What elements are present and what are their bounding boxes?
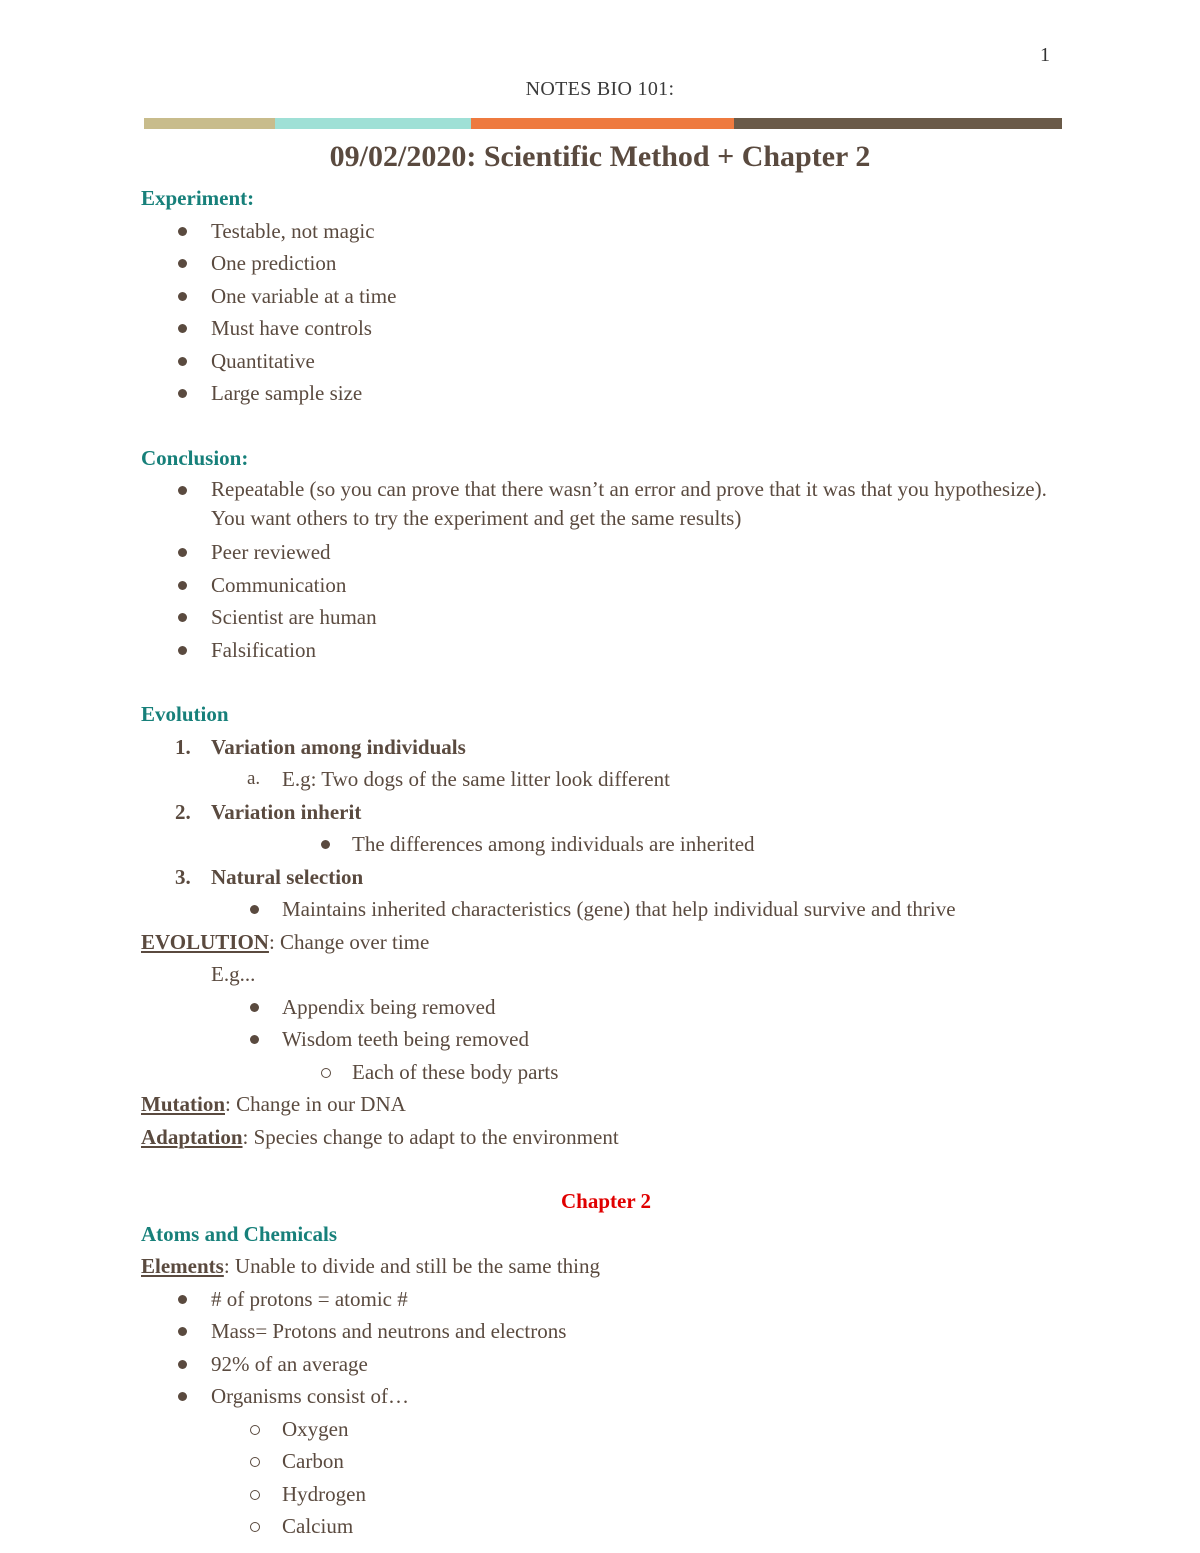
list-item-text: Mass= Protons and neutrons and electrons — [211, 1319, 567, 1343]
hollow-bullet-icon — [250, 1457, 260, 1467]
list-item-text: Testable, not magic — [211, 218, 375, 243]
lettered-sub-item — [141, 763, 1071, 796]
document-title: 09/02/2020: Scientific Method + Chapter 2 — [329, 140, 871, 173]
list-item — [141, 215, 1071, 248]
item-number: 1. — [175, 734, 191, 759]
numbered-item — [141, 796, 1071, 829]
definition-term: Elements — [141, 1254, 224, 1278]
list-item-text: Repeatable (so you can prove that there wasn’t an error and prove that it was that you hypothesize). You want others to try the experiment and get the same results) — [211, 477, 1047, 530]
list-item — [141, 1348, 1071, 1381]
sub-item — [141, 1445, 1071, 1478]
definition-text: : Unable to divide and still be the same thing — [223, 1254, 601, 1278]
bullet-icon — [178, 646, 187, 655]
bullet-icon — [178, 292, 187, 301]
list-item-text: Communication — [211, 572, 347, 597]
header-bar-segment — [275, 118, 471, 129]
item-number: 2. — [175, 799, 191, 824]
list-item-text: One prediction — [211, 251, 337, 275]
sub-item — [141, 1510, 1071, 1543]
header-color-bar — [144, 118, 1062, 129]
list-item — [141, 345, 1071, 378]
bullet-icon — [178, 1295, 187, 1304]
list-item — [141, 991, 1071, 1024]
sub-item — [141, 1413, 1071, 1446]
header-title: NOTES BIO 101: — [525, 78, 675, 100]
definition-term: Adaptation — [141, 1124, 243, 1149]
bullet-icon — [178, 389, 187, 398]
definition-text: : Change over time — [268, 929, 430, 954]
bullet-icon — [321, 840, 330, 849]
page-number: 1 — [1040, 44, 1050, 66]
section-heading-atoms: Atoms and Chemicals — [141, 1221, 338, 1246]
bullet-icon — [178, 259, 187, 268]
hollow-bullet-icon — [250, 1425, 260, 1435]
section-heading-experiment: Experiment: — [141, 186, 255, 210]
section-heading-evolution: Evolution — [141, 702, 229, 726]
spacer — [141, 1153, 1071, 1185]
bullet-icon — [178, 1360, 187, 1369]
bullet-icon — [178, 1327, 187, 1336]
bullet-icon — [178, 613, 187, 622]
sub-item-text: Maintains inherited characteristics (gene) that help individual survive and thrive — [282, 897, 956, 921]
bullet-icon — [250, 1035, 259, 1044]
bullet-icon — [178, 486, 187, 495]
notes-content — [141, 182, 1071, 1543]
section-heading-conclusion: Conclusion: — [141, 445, 249, 470]
definition-text: : Change in our DNA — [225, 1092, 406, 1116]
sub-item — [141, 1478, 1071, 1511]
list-item — [141, 536, 1071, 569]
list-item — [141, 247, 1071, 280]
item-letter: a. — [247, 768, 261, 789]
sub-item — [141, 828, 1071, 861]
hollow-bullet-icon — [250, 1522, 260, 1532]
spacer — [141, 410, 1071, 442]
numbered-item-label: Natural selection — [211, 864, 364, 889]
list-item-text: Organisms consist of… — [211, 1384, 409, 1408]
list-item — [141, 601, 1071, 634]
sub-item-text: Calcium — [282, 1514, 354, 1538]
header-bar-segment — [144, 118, 275, 129]
sub-item-text: Oxygen — [282, 1416, 349, 1441]
list-item-text: 92% of an average — [211, 1351, 368, 1376]
definition-adaptation — [141, 1121, 1071, 1154]
sub-item-text: E.g: Two dogs of the same litter look different — [282, 767, 670, 791]
definition-elements — [141, 1250, 1071, 1283]
definition-text: : Species change to adapt to the environment — [242, 1124, 619, 1149]
list-item — [141, 1283, 1071, 1316]
definition-mutation — [141, 1088, 1071, 1121]
bullet-icon — [250, 905, 259, 914]
chapter-heading: Chapter 2 — [560, 1189, 652, 1213]
list-item-text: # of protons = atomic # — [211, 1286, 408, 1311]
numbered-item-label: Variation inherit — [211, 799, 362, 824]
hollow-bullet-icon — [321, 1068, 331, 1078]
sub-item — [141, 893, 1071, 926]
header-bar-segment — [471, 118, 734, 129]
bullet-icon — [178, 581, 187, 590]
numbered-item-label: Variation among individuals — [211, 734, 466, 759]
bullet-icon — [250, 1003, 259, 1012]
list-item-text: Peer reviewed — [211, 540, 331, 564]
numbered-item — [141, 861, 1071, 894]
list-item — [141, 1023, 1071, 1056]
list-item — [141, 474, 1071, 536]
list-item-text: Quantitative — [211, 348, 315, 373]
definition-term: Mutation — [141, 1092, 225, 1116]
definition-evolution — [141, 926, 1071, 959]
sub-item-text: Carbon — [282, 1449, 344, 1473]
bullet-icon — [178, 357, 187, 366]
spacer — [141, 666, 1071, 698]
sub-item — [141, 1056, 1071, 1089]
bullet-icon — [178, 548, 187, 557]
header-bar-segment — [734, 118, 1062, 129]
hollow-bullet-icon — [250, 1490, 260, 1500]
list-item — [141, 1315, 1071, 1348]
definition-term: EVOLUTION — [141, 929, 269, 954]
list-item — [141, 377, 1071, 410]
item-number: 3. — [175, 864, 191, 889]
list-item — [141, 280, 1071, 313]
bullet-icon — [178, 324, 187, 333]
bullet-icon — [178, 227, 187, 236]
sub-item-text: Hydrogen — [282, 1481, 366, 1506]
list-item-text: Scientist are human — [211, 605, 377, 629]
list-item — [141, 1380, 1071, 1413]
numbered-item — [141, 731, 1071, 764]
list-item-text: Falsification — [211, 637, 316, 662]
list-item-text: One variable at a time — [211, 283, 397, 308]
list-item-text: Large sample size — [211, 381, 363, 405]
list-item — [141, 569, 1071, 602]
sub-item-text: Each of these body parts — [352, 1059, 559, 1084]
example-label: E.g... — [211, 962, 256, 986]
list-item-text: Must have controls — [211, 316, 372, 340]
list-item-text: Wisdom teeth being removed — [282, 1027, 530, 1051]
sub-item-text: The differences among individuals are inherited — [352, 832, 755, 856]
list-item — [141, 634, 1071, 667]
list-item — [141, 312, 1071, 345]
bullet-icon — [178, 1392, 187, 1401]
list-item-text: Appendix being removed — [282, 994, 496, 1019]
